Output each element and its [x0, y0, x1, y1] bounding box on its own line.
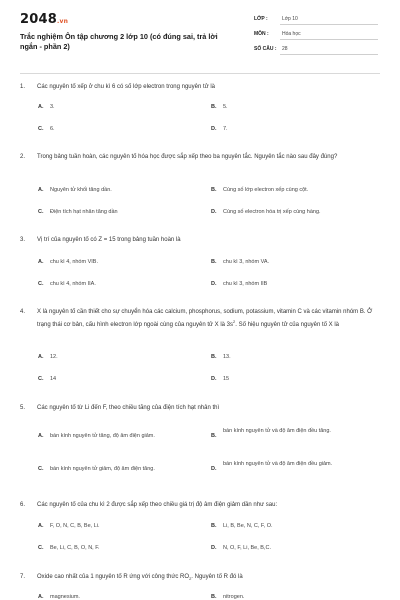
option-label: B. — [211, 594, 217, 600]
option-label: B. — [211, 259, 217, 265]
option-a[interactable] — [38, 353, 198, 362]
option-label: A. — [38, 187, 44, 193]
option-text: chu kì 4, nhóm VIB. — [50, 259, 98, 265]
option-a[interactable] — [38, 432, 198, 441]
superscript: 2 — [233, 319, 236, 324]
question-text — [37, 307, 380, 330]
meta-count — [254, 44, 378, 54]
meta-subject-value: Hóa học — [282, 31, 301, 37]
option-text: 15 — [223, 376, 230, 382]
option-text: 3. — [50, 104, 55, 110]
option-label: B. — [211, 187, 217, 193]
meta-count-value: 28 — [282, 46, 288, 52]
meta-divider — [280, 24, 378, 25]
question-4 — [20, 307, 380, 330]
option-label: D. — [211, 545, 217, 551]
option-text: N, O, F, Li, Be, B,C. — [223, 545, 271, 551]
option-label: A. — [38, 523, 44, 529]
option-c[interactable] — [38, 208, 198, 217]
meta-divider — [280, 54, 378, 55]
question-5 — [20, 403, 380, 413]
site-logo[interactable] — [20, 12, 68, 27]
question-text-end: . Số hiệu nguyên tử của nguyên tố X là — [235, 322, 340, 328]
option-label: B. — [211, 104, 217, 110]
option-label: A. — [38, 433, 44, 439]
meta-grade — [254, 14, 378, 24]
header-divider — [20, 73, 380, 74]
option-text: 6. — [50, 126, 55, 132]
option-d[interactable] — [211, 544, 341, 553]
question-text-end: . Nguyên tố R đó là — [191, 574, 243, 580]
option-d[interactable] — [211, 208, 341, 217]
option-text: chu kì 3, nhóm IIB — [223, 281, 268, 287]
option-label: A. — [38, 104, 44, 110]
option-c[interactable] — [38, 465, 198, 474]
option-label: D. — [211, 466, 217, 472]
option-d[interactable] — [211, 460, 341, 472]
option-text: 14 — [50, 376, 57, 382]
option-text: 12. — [50, 354, 58, 360]
option-label: A. — [38, 354, 44, 360]
option-text: Be, Li, C, B, O, N, F. — [50, 545, 100, 551]
question-1 — [20, 82, 380, 92]
option-text: magnesium. — [50, 594, 80, 600]
option-label: C. — [38, 281, 44, 287]
logo-suffix: .vn — [56, 18, 69, 25]
option-a[interactable] — [38, 186, 198, 195]
option-label: A. — [38, 594, 44, 600]
option-d[interactable] — [211, 375, 341, 384]
option-label: D. — [211, 126, 217, 132]
option-label: C. — [38, 376, 44, 382]
option-a[interactable] — [38, 103, 198, 112]
option-text: nitrogen. — [223, 594, 245, 600]
meta-subject-label: MÔN : — [254, 31, 269, 37]
option-d[interactable] — [211, 125, 341, 134]
question-text: Các nguyên tố xếp ở chu kì 6 có số lớp electron trong nguyên tử là — [37, 84, 215, 90]
question-number: 5. — [20, 405, 26, 411]
question-text: Trong bảng tuần hoàn, các nguyên tố hóa học được sắp xếp theo ba nguyên tắc. Nguyên tắc nào sau đây đúng? — [37, 154, 338, 160]
option-text: chu kì 3, nhóm VA. — [223, 259, 270, 265]
question-text: Các nguyên tố của chu kì 2 được sắp xếp theo chiều giá trị độ âm điện giảm dần như sau: — [37, 502, 278, 508]
option-text: bán kính nguyên tử và độ âm điện đều tăng. — [223, 428, 331, 434]
question-number: 1. — [20, 84, 26, 90]
option-a[interactable] — [38, 593, 198, 600]
option-label: D. — [211, 281, 217, 287]
option-label: A. — [38, 259, 44, 265]
option-c[interactable] — [38, 375, 198, 384]
option-label: D. — [211, 209, 217, 215]
option-text: Li, B, Be, N, C, F, O. — [223, 523, 273, 529]
option-text: Cùng số electron hóa trị xếp cùng hàng. — [223, 209, 321, 215]
question-2 — [20, 152, 380, 162]
option-text: Điện tích hạt nhân tăng dần — [50, 209, 118, 215]
option-text: bán kính nguyên tử giảm, độ âm điện tăng. — [50, 466, 155, 472]
meta-count-label: SỐ CÂU : — [254, 46, 277, 52]
meta-subject — [254, 29, 378, 39]
question-number: 6. — [20, 502, 26, 508]
question-text: Vị trí của nguyên tố có Z = 15 trong bảng tuần hoàn là — [37, 237, 181, 243]
option-label: C. — [38, 209, 44, 215]
option-label: C. — [38, 545, 44, 551]
question-3 — [20, 235, 380, 245]
option-b[interactable] — [211, 353, 341, 362]
document-title: Trắc nghiệm Ôn tập chương 2 lớp 10 (có đúng sai, trả lời ngắn - phần 2) — [20, 32, 218, 51]
option-d[interactable] — [211, 280, 341, 289]
option-a[interactable] — [38, 258, 198, 267]
option-label: D. — [211, 376, 217, 382]
option-c[interactable] — [38, 280, 198, 289]
question-text: Các nguyên tố từ Li đến F, theo chiều tăng của điện tích hạt nhân thì — [37, 405, 220, 411]
option-text: 13. — [223, 354, 231, 360]
option-text: bán kính nguyên tử và độ âm điện đều giảm. — [223, 461, 333, 467]
option-label: B. — [211, 433, 217, 439]
option-label: C. — [38, 466, 44, 472]
option-label: B. — [211, 523, 217, 529]
question-text-start: X là nguyên tố cần thiết cho sự chuyển hóa các calcium, phosphorus, sodium, potassium, vitamin C và các vitamin nhóm B. Ở trạng thái cơ bản, cấu hình electron lớp ngoài cùng của nguyên tử X là 3s — [37, 309, 373, 328]
question-number: 7. — [20, 574, 26, 580]
question-7 — [20, 572, 380, 584]
option-b[interactable] — [211, 258, 341, 267]
option-text: bán kính nguyên tử tăng, độ âm điện giảm. — [50, 433, 155, 439]
option-b[interactable] — [211, 103, 341, 112]
question-text — [37, 572, 380, 584]
option-b[interactable] — [211, 522, 341, 531]
question-number: 4. — [20, 309, 26, 315]
option-text: Cùng số lớp electron xếp cùng cột. — [223, 187, 309, 193]
option-c[interactable] — [38, 544, 198, 553]
option-text: chu kì 4, nhóm IIA. — [50, 281, 96, 287]
question-number: 2. — [20, 154, 26, 160]
option-text: 5. — [223, 104, 228, 110]
option-label: B. — [211, 354, 217, 360]
meta-divider — [280, 39, 378, 40]
option-text: 7. — [223, 126, 228, 132]
option-c[interactable] — [38, 125, 198, 134]
question-6 — [20, 500, 380, 510]
option-b[interactable] — [211, 186, 341, 195]
option-b[interactable] — [211, 593, 341, 600]
option-a[interactable] — [38, 522, 198, 531]
subscript: 2 — [189, 576, 192, 582]
logo-text: 2048 — [20, 12, 57, 27]
option-text: F, O, N, C, B, Be, Li. — [50, 523, 100, 529]
meta-grade-label: LỚP : — [254, 16, 268, 22]
question-text-start: Oxide cao nhất của 1 nguyên tố R ứng với công thức RO — [37, 574, 190, 580]
meta-grade-value: Lớp 10 — [282, 16, 298, 22]
option-label: C. — [38, 126, 44, 132]
question-number: 3. — [20, 237, 26, 243]
option-text: Nguyên tử khối tăng dần. — [50, 187, 112, 193]
option-b[interactable] — [211, 427, 341, 439]
